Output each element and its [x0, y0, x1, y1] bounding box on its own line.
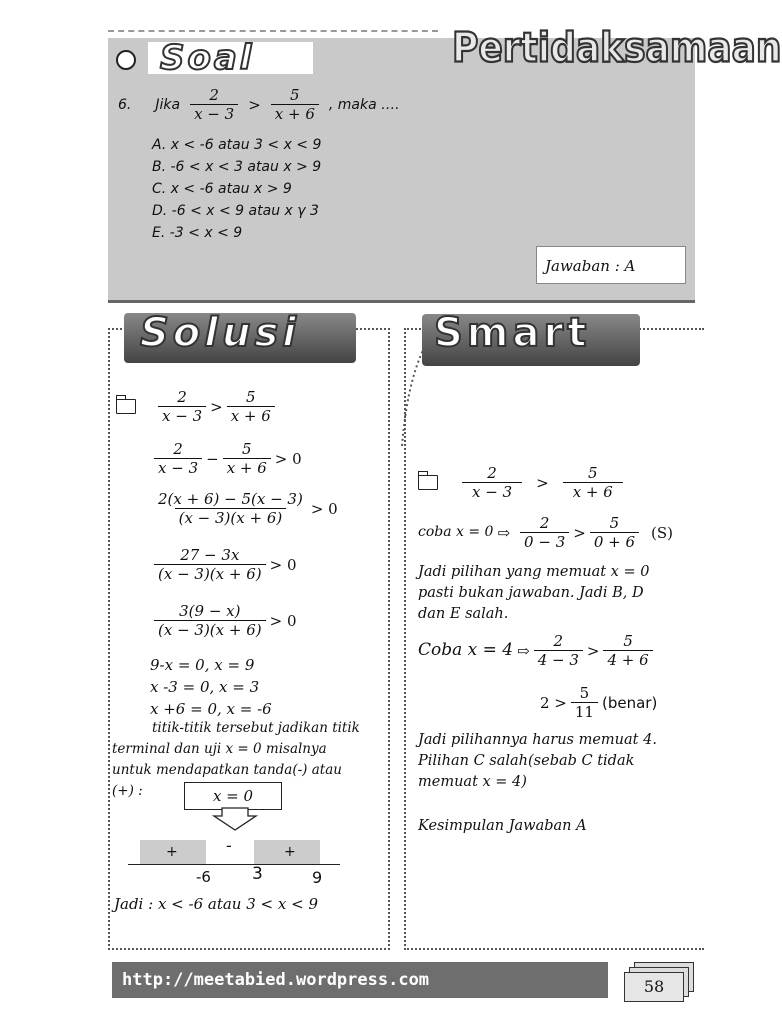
question-operator: > — [248, 95, 261, 114]
option-b[interactable]: B. -6 < x < 3 atau x > 9 — [152, 159, 322, 175]
smart-inequality: $\frac{2}{x - 3}$ > $\frac{5}{x + 6}$ — [418, 464, 623, 501]
top-dashed-rule — [108, 30, 438, 32]
page-number: 58 — [624, 972, 684, 1002]
root-line: x +6 = 0, x = -6 — [150, 700, 272, 718]
answer-box: Jawaban : A — [536, 246, 686, 284]
option-c[interactable]: C. x < -6 atau x > 9 — [152, 181, 292, 197]
number-line — [128, 864, 340, 865]
down-arrow-icon — [210, 808, 260, 832]
root-line: x -3 = 0, x = 3 — [150, 678, 260, 696]
point-neg6: -6 — [196, 868, 211, 886]
solusi-conclusion: Jadi : x < -6 atau 3 < x < 9 — [114, 895, 318, 913]
option-list — [152, 134, 321, 244]
sign-plus-left: + — [166, 844, 178, 860]
question-tail: , maka …. — [328, 96, 400, 113]
chapter-title: Pertidaksamaan — [452, 24, 782, 73]
smart-test-four: Coba x = 4 ⇨ $\frac{2}{4 - 3}$ > $\frac{5}{4 + 6}$ — [418, 632, 653, 669]
question-number: 6. — [118, 96, 132, 113]
test-value-box: x = 0 — [184, 782, 282, 810]
point-3: 3 — [252, 864, 263, 884]
option-a[interactable]: A. x < -6 atau 3 < x < 9 — [152, 137, 322, 153]
question-lhs-fraction: $\frac{2}{x - 3}$ — [190, 86, 238, 123]
point-9: 9 — [312, 868, 323, 887]
solusi-step-4: $\frac{27 - 3x}{(x - 3)(x + 6)}$ > 0 — [154, 546, 297, 583]
smart-heading: Smart — [434, 310, 591, 356]
option-d[interactable]: D. -6 < x < 9 atau x γ 3 — [152, 203, 319, 219]
solusi-step-2: $\frac{2}{x - 3}$ − $\frac{5}{x + 6}$ > 0 — [154, 440, 302, 477]
solusi-step-3: $\frac{2(x + 6) - 5(x - 3)}{(x - 3)(x + 6)}$ > 0 — [158, 490, 338, 527]
solusi-step-1: $\frac{2}{x - 3}$ > $\frac{5}{x + 6}$ — [116, 388, 275, 425]
page-stack — [624, 962, 696, 1002]
explanation: titik-titik tersebut jadikan titik terminal dan uji x = 0 misalnya untuk mendapatkan tanda(-) atau (+) : — [112, 720, 360, 799]
sign-plus-right: + — [284, 844, 296, 860]
smart-paragraph-2: Jadi pilihannya harus memuat 4. Pilihan C salah(sebab C tidak memuat x = 4) — [418, 732, 657, 790]
soal-heading: Soal — [160, 38, 255, 78]
root-line: 9-x = 0, x = 9 — [150, 656, 255, 674]
solusi-step-5: $\frac{3(9 - x)}{(x - 3)(x + 6)}$ > 0 — [154, 602, 297, 639]
folder-icon — [418, 475, 438, 490]
right-arrow-icon: ⇨ — [497, 523, 511, 542]
smart-result: 2 > $\frac{5}{11}$ (benar) — [540, 684, 658, 721]
sign-minus: - — [226, 836, 232, 855]
right-arrow-icon: ⇨ — [517, 641, 530, 660]
question-lead: Jika — [155, 96, 181, 113]
question-rhs-fraction: $\frac{5}{x + 6}$ — [271, 86, 319, 123]
bullet-circle-icon — [116, 50, 136, 70]
option-e[interactable]: E. -3 < x < 9 — [152, 225, 243, 241]
root-list — [150, 654, 272, 720]
footer-url[interactable]: http://meetabied.wordpress.com — [112, 962, 608, 998]
solusi-heading: Solusi — [140, 310, 300, 356]
question-stem — [118, 86, 400, 123]
smart-paragraph-1: Jadi pilihan yang memuat x = 0 pasti bukan jawaban. Jadi B, D dan E salah. — [418, 564, 650, 622]
smart-test-zero: coba x = 0 ⇨ $\frac{2}{0 - 3}$ > $\frac{5}{0 + 6}$ (S) — [418, 514, 674, 551]
folder-icon — [116, 399, 136, 414]
smart-conclusion: Kesimpulan Jawaban A — [418, 818, 587, 834]
